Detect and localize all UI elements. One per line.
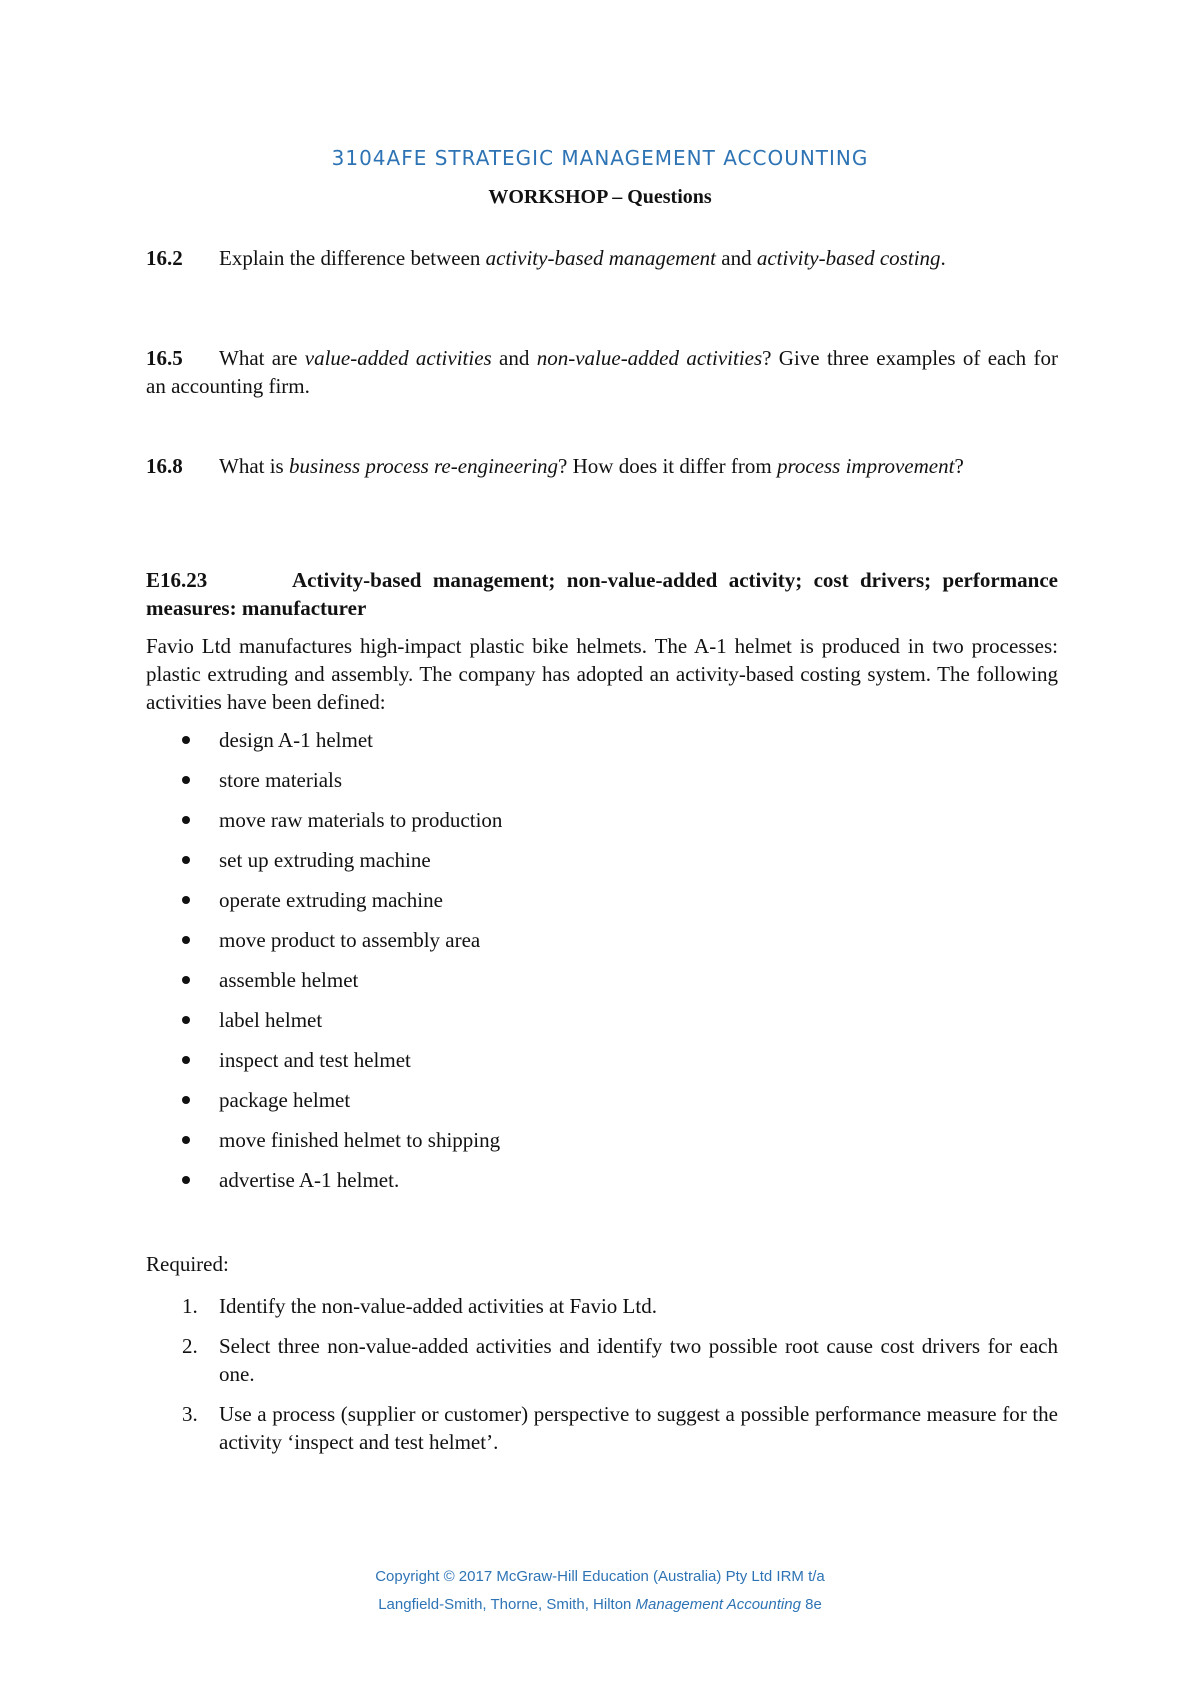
question-number: 16.2 [146,246,183,270]
question-16-2: 16.2 Explain the difference between activity-based management and activity-based costing. [146,246,946,270]
exercise-heading [146,566,1058,622]
bullet-icon [182,816,190,824]
list-item: advertise A-1 helmet. [146,1166,1058,1206]
bullet-icon [182,776,190,784]
exercise-intro: Favio Ltd manufactures high-impact plastic bike helmets. The A-1 helmet is produced in two processes: plastic extruding and assembly. The company has adopted an activity-based costing system. The following activities have been defined: [146,634,1058,714]
bullet-icon [182,1096,190,1104]
list-item: 3. Use a process (supplier or customer) perspective to suggest a possible performance measure for the activity ‘inspect and test helmet’. [182,1402,1058,1454]
bullet-icon [182,1056,190,1064]
list-item: label helmet [146,1006,1058,1046]
list-item: move raw materials to production [146,806,1058,846]
list-item: assemble helmet [146,966,1058,1006]
list-item: 2. Select three non-value-added activities and identify two possible root cause cost drivers for each one. [182,1334,1058,1386]
required-list [146,1292,1058,1468]
bullet-icon [182,1176,190,1184]
list-item: design A-1 helmet [146,726,1058,766]
list-item: move finished helmet to shipping [146,1126,1058,1166]
question-number: 16.8 [146,454,183,478]
bullet-icon [182,976,190,984]
exercise-title: Activity-based management; non-value-added activity; cost drivers; performance measures: manufacturer [146,568,1058,620]
required-label: Required: [146,1252,229,1276]
list-item: set up extruding machine [146,846,1058,886]
bullet-icon [182,936,190,944]
question-16-5: 16.5 What are value-added activities and non-value-added activities? Give three examples of each for an accounting firm. [146,346,1059,398]
exercise-number: E16.23 [146,568,208,592]
activity-list [146,726,1058,1206]
bullet-icon [182,896,190,904]
list-item: inspect and test helmet [146,1046,1058,1086]
list-item: move product to assembly area [146,926,1058,966]
workshop-subtitle: WORKSHOP – Questions [488,186,712,208]
question-number: 16.5 [146,346,183,370]
course-title: 3104AFE STRATEGIC MANAGEMENT ACCOUNTING [331,146,869,170]
list-item: store materials [146,766,1058,806]
bullet-icon [182,1016,190,1024]
list-item: operate extruding machine [146,886,1058,926]
question-16-8: 16.8 What is business process re-engineering? How does it differ from process improvement? [146,454,964,478]
list-item: 1. Identify the non-value-added activities at Favio Ltd. [182,1294,657,1318]
bullet-icon [182,856,190,864]
bullet-icon [182,736,190,744]
list-item: package helmet [146,1086,1058,1126]
bullet-icon [182,1136,190,1144]
footer-copyright: Copyright © 2017 McGraw-Hill Education (Australia) Pty Ltd IRM t/a [375,1568,825,1585]
footer-citation: Langfield-Smith, Thorne, Smith, Hilton Management Accounting 8e [378,1596,822,1613]
